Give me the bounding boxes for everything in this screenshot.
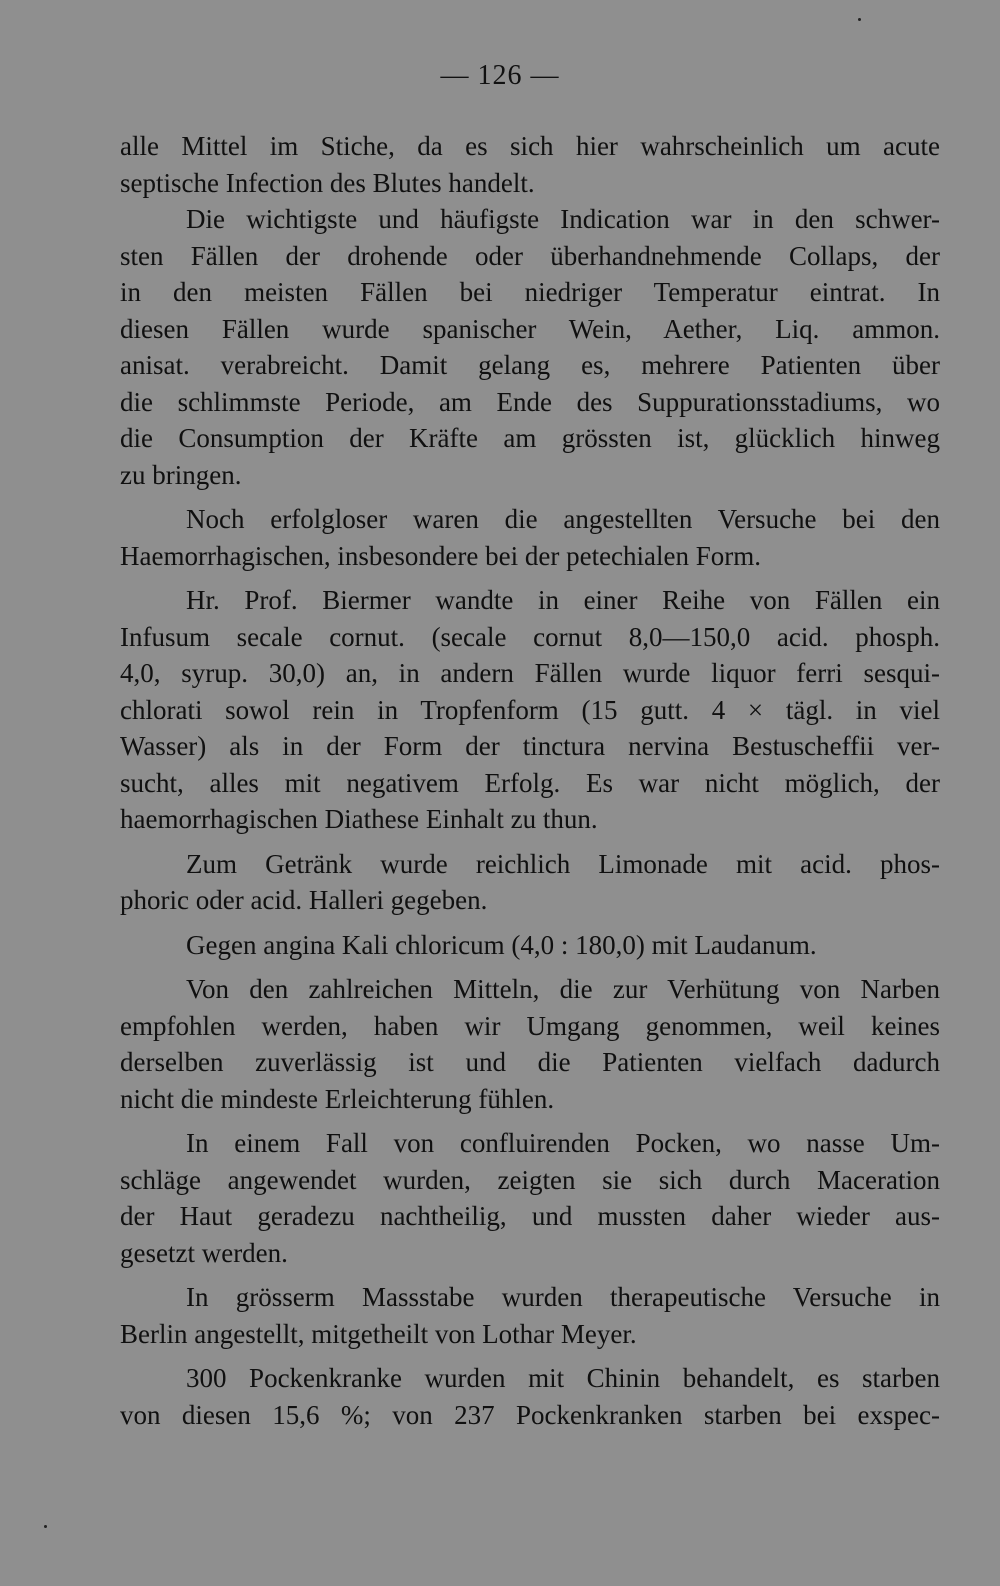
text-line: die Consumption der Kräfte am grössten ist, glücklich hinweg	[120, 423, 940, 453]
text-line: in den meisten Fällen bei niedriger Temperatur eintrat. In	[120, 277, 940, 307]
paragraph	[120, 501, 940, 574]
scan-speck	[858, 18, 861, 21]
text-line: Wasser) als in der Form der tinctura nervina Bestuscheffii ver-	[120, 731, 940, 761]
text-line: empfohlen werden, haben wir Umgang genommen, weil keines	[120, 1010, 940, 1041]
text-line: 300 Pockenkranke wurden mit Chinin behandelt, es starben	[186, 1363, 940, 1393]
text-line: Infusum secale cornut. (secale cornut 8,0—150,0 acid. phosph.	[120, 621, 940, 652]
text-line: Die wichtigste und häufigste Indication war in den schwer-	[186, 204, 940, 234]
paragraph-gap	[120, 919, 940, 927]
paragraph	[120, 1279, 940, 1352]
text-line: die schlimmste Periode, am Ende des Suppurationsstadiums, wo	[120, 386, 940, 417]
paragraph-gap	[120, 1117, 940, 1125]
text-line: In einem Fall von confluirenden Pocken, wo nasse Um-	[186, 1128, 940, 1158]
text-line: Haemorrhagischen, insbesondere bei der petechialen Form.	[120, 540, 762, 571]
paragraph-gap	[120, 838, 940, 846]
text-line: diesen Fällen wurde spanischer Wein, Aether, Liq. ammon.	[120, 313, 940, 344]
body-text	[120, 128, 940, 1433]
text-line: Von den zahlreichen Mitteln, die zur Verhütung von Narben	[186, 974, 940, 1004]
paragraph-gap	[120, 1271, 940, 1279]
paragraph-gap	[120, 963, 940, 971]
text-line: phoric oder acid. Halleri gegeben.	[120, 885, 488, 915]
text-line: Gegen angina Kali chloricum (4,0 : 180,0) mit Laudanum.	[186, 929, 817, 960]
paragraph	[120, 927, 940, 964]
text-line: anisat. verabreicht. Damit gelang es, mehrere Patienten über	[120, 350, 940, 380]
text-line: zu bringen.	[120, 459, 242, 490]
paragraph	[120, 971, 940, 1117]
paragraph	[120, 1125, 940, 1271]
paragraph	[120, 846, 940, 919]
text-line: der Haut geradezu nachtheilig, und mussten daher wieder aus-	[120, 1201, 940, 1231]
paragraph-gap	[120, 493, 940, 501]
text-line: In grösserm Massstabe wurden therapeutische Versuche in	[186, 1282, 940, 1312]
scan-speck	[44, 1525, 47, 1528]
text-line: von diesen 15,6 %; von 237 Pockenkranken starben bei exspec-	[120, 1399, 940, 1430]
paragraph-gap	[120, 574, 940, 582]
text-line: chlorati sowol rein in Tropfenform (15 gutt. 4 × tägl. in viel	[120, 694, 940, 725]
text-line: nicht die mindeste Erleichterung fühlen.	[120, 1083, 555, 1114]
text-line: Hr. Prof. Biermer wandte in einer Reihe von Fällen ein	[186, 585, 940, 615]
text-line: schläge angewendet wurden, zeigten sie sich durch Maceration	[120, 1164, 940, 1195]
paragraph	[120, 128, 940, 201]
text-line: sten Fällen der drohende oder überhandnehmende Collaps, der	[120, 240, 940, 271]
paragraph	[120, 1360, 940, 1433]
text-line: gesetzt werden.	[120, 1237, 288, 1268]
text-line: derselben zuverlässig ist und die Patienten vielfach dadurch	[120, 1047, 940, 1077]
text-line: sucht, alles mit negativem Erfolg. Es war nicht möglich, der	[120, 767, 940, 798]
text-line: Zum Getränk wurde reichlich Limonade mit acid. phos-	[186, 848, 940, 879]
text-line: Noch erfolgloser waren die angestellten Versuche bei den	[186, 504, 940, 534]
text-line: haemorrhagischen Diathese Einhalt zu thun.	[120, 804, 598, 834]
text-line: Berlin angestellt, mitgetheilt von Lothar Meyer.	[120, 1318, 637, 1349]
text-line: alle Mittel im Stiche, da es sich hier wahrscheinlich um acute	[120, 131, 940, 161]
text-line: 4,0, syrup. 30,0) an, in andern Fällen wurde liquor ferri sesqui-	[120, 658, 940, 688]
paragraph	[120, 582, 940, 838]
paragraph	[120, 201, 940, 493]
text-line: septische Infection des Blutes handelt.	[120, 167, 535, 198]
page-number: — 126 —	[440, 60, 560, 91]
paragraph-gap	[120, 1352, 940, 1360]
